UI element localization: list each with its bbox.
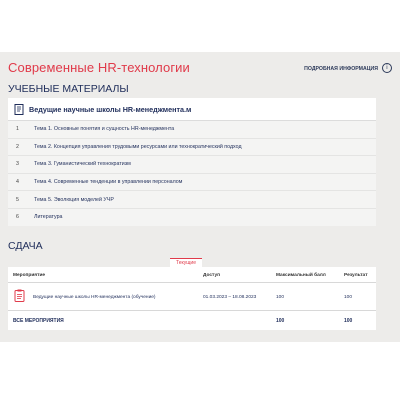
material-title: Литература: [34, 214, 63, 221]
material-number: 2: [16, 143, 19, 150]
clipboard-icon: [14, 289, 25, 302]
header-divider: [8, 282, 376, 283]
column-header-result: Результат: [344, 273, 368, 278]
footer-divider: [8, 310, 376, 311]
material-title: Тема 1. Основные понятия и сущность HR-менеджмента: [34, 126, 175, 133]
material-title: Тема 2. Концепция управления трудовыми ресурсами или технократический подход: [34, 143, 242, 150]
materials-heading: УЧЕБНЫЕ МАТЕРИАЛЫ: [8, 83, 129, 95]
all-events-link[interactable]: ВСЕ МЕРОПРИЯТИЯ: [13, 318, 64, 324]
material-item[interactable]: [8, 121, 376, 138]
total-max-score: 100: [276, 318, 285, 324]
materials-panel: [8, 98, 376, 226]
material-number: 6: [16, 214, 19, 221]
event-access: 01.03.2023 – 18.08.2023: [203, 295, 257, 300]
column-header-event: Мероприятие: [13, 273, 46, 278]
material-item[interactable]: [8, 138, 376, 156]
material-title: Тема 5. Эволюция моделей УЧР: [34, 196, 114, 203]
course-title: Ведущие научные школы HR-менеджмента.м: [29, 104, 192, 114]
material-title: Тема 4. Современные тенденции в управлении персоналом: [34, 179, 183, 186]
material-number: 1: [16, 126, 19, 133]
material-item[interactable]: [8, 155, 376, 173]
material-item[interactable]: [8, 208, 376, 226]
course-header[interactable]: [8, 98, 376, 121]
total-result: 100: [344, 318, 353, 324]
material-number: 5: [16, 196, 19, 203]
column-header-access: Доступ: [203, 273, 221, 278]
material-number: 3: [16, 161, 19, 168]
material-title: Тема 3. Гуманистический технократизм: [34, 161, 131, 168]
tab-current[interactable]: Текущие: [170, 258, 202, 267]
materials-list: [8, 121, 376, 226]
event-result: 100: [344, 295, 353, 300]
material-item[interactable]: [8, 190, 376, 208]
column-header-max-score: Максимальный балл: [276, 273, 326, 278]
submission-heading: СДАЧА: [8, 240, 43, 252]
page-title: Современные HR-технологии: [8, 60, 190, 75]
event-link[interactable]: Ведущие научные школы HR-менеджмента (обучение): [33, 295, 156, 300]
material-number: 4: [16, 179, 19, 186]
event-max-score: 100: [276, 295, 285, 300]
info-icon[interactable]: i: [382, 63, 392, 73]
material-item[interactable]: [8, 173, 376, 191]
detail-info-link[interactable]: ПОДРОБНАЯ ИНФОРМАЦИЯ: [304, 66, 378, 72]
book-icon: [14, 104, 24, 115]
